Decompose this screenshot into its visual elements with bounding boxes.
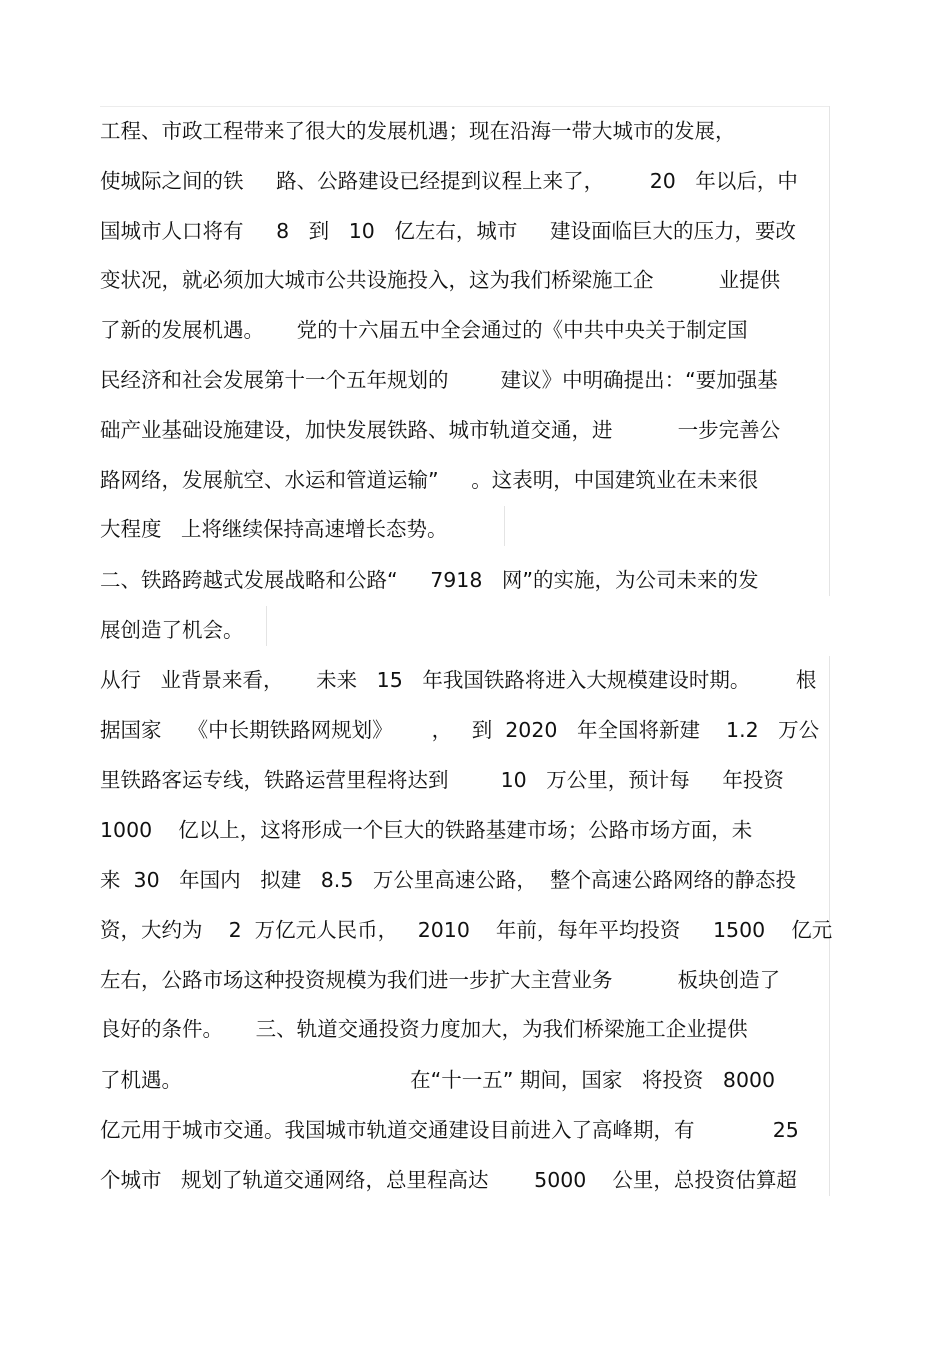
text-line: 亿元用于城市交通。我国城市轨道交通建设目前进入了高峰期，有 25	[100, 1118, 799, 1142]
text-line: 据国家 《中长期铁路网规划》 ， 到 2020 年全国将新建 1.2 万公	[100, 718, 820, 742]
text-line: 从行 业背景来看， 未来 15 年我国铁路将进入大规模建设时期。 根	[100, 668, 817, 692]
text-line: 了新的发展机遇。 党的十六届五中全会通过的《中共中央关于制定国	[100, 318, 748, 342]
text-line: 1000 亿以上，这将形成一个巨大的铁路基建市场；公路市场方面，未	[100, 818, 753, 842]
line-divider	[829, 556, 830, 596]
text-line: 二、铁路跨越式发展战略和公路“ 7918 网”的实施，为公司未来的发	[100, 568, 759, 592]
line-divider	[829, 106, 830, 576]
text-line: 大程度 上将继续保持高速增长态势。	[100, 517, 448, 541]
text-line: 使城际之间的铁 路、公路建设已经提到议程上来了， 20 年以后，中	[100, 169, 798, 193]
text-line: 来 30 年国内 拟建 8.5 万公里高速公路， 整个高速公路网络的静态投	[100, 868, 796, 892]
line-divider	[504, 506, 505, 546]
text-line: 路网络，发展航空、水运和管道运输” 。这表明，中国建筑业在未来很	[100, 468, 759, 492]
text-line: 左右，公路市场这种投资规模为我们进一步扩大主营业务 板块创造了	[100, 968, 781, 992]
text-line: 础产业基础设施建设，加快发展铁路、城市轨道交通，进 一步完善公	[100, 418, 781, 442]
line-divider	[100, 106, 830, 107]
text-line: 变状况，就必须加大城市公共设施投入，这为我们桥梁施工企 业提供	[100, 268, 781, 292]
text-line: 民经济和社会发展第十一个五年规划的 建议》中明确提出：“要加强基	[100, 368, 778, 392]
line-divider	[266, 606, 267, 646]
text-line: 良好的条件。 三、轨道交通投资力度加大，为我们桥梁施工企业提供	[100, 1017, 748, 1041]
text-line: 了机遇。 在“十一五” 期间，国家 将投资 8000	[100, 1068, 776, 1092]
text-line: 展创造了机会。	[100, 618, 244, 642]
text-line: 里铁路客运专线，铁路运营里程将达到 10 万公里，预计每 年投资	[100, 768, 784, 792]
text-line: 个城市 规划了轨道交通网络，总里程高达 5000 公里，总投资估算超	[100, 1168, 797, 1192]
text-line: 工程、市政工程带来了很大的发展机遇；现在沿海一带大城市的发展，	[100, 119, 736, 143]
text-line: 资，大约为 2 万亿元人民币， 2010 年前，每年平均投资 1500 亿元	[100, 918, 833, 942]
text-line: 国城市人口将有 8 到 10 亿左右，城市 建设面临巨大的压力，要改	[100, 219, 796, 243]
